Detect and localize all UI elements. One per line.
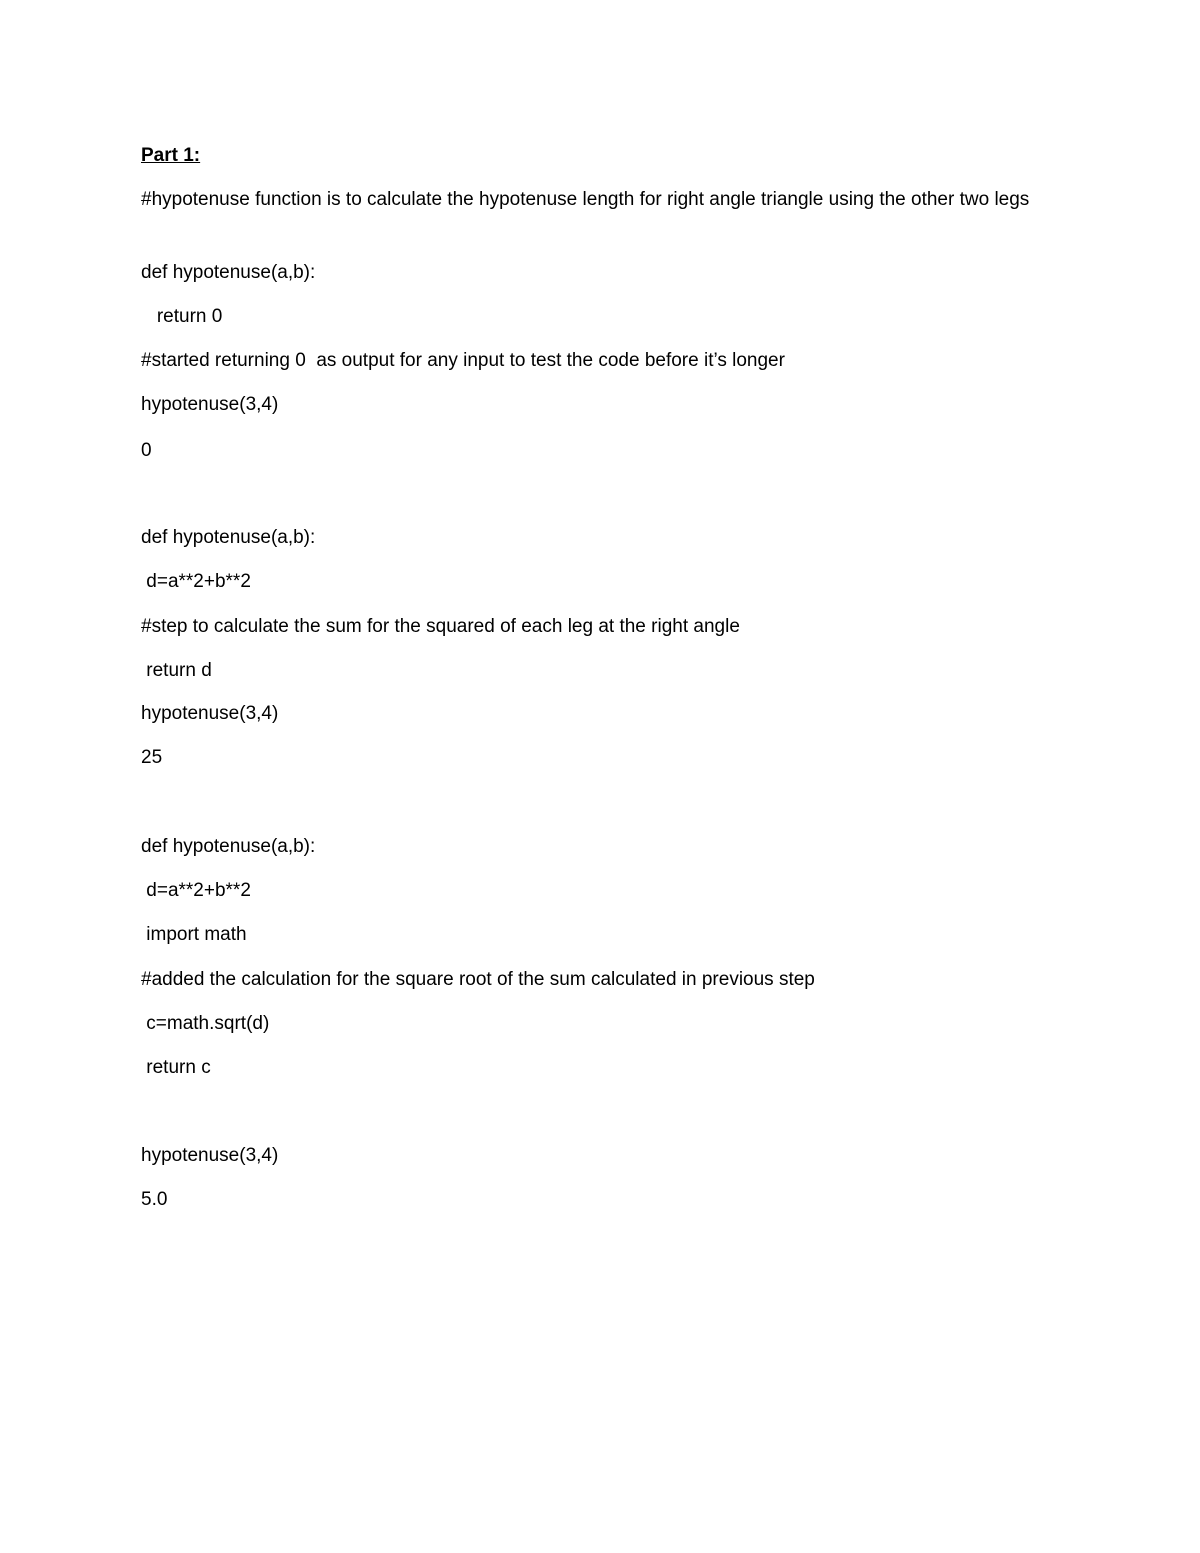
code-line: d=a**2+b**2 [141,571,251,592]
comment-line: #step to calculate the sum for the squared of each leg at the right angle [141,616,740,637]
code-line: c=math.sqrt(d) [141,1013,270,1034]
code-line: def hypotenuse(a,b): [141,836,316,857]
code-line: import math [141,924,247,945]
code-line: hypotenuse(3,4) [141,1145,279,1166]
code-line: return 0 [141,306,223,327]
code-line: def hypotenuse(a,b): [141,527,316,548]
code-line: d=a**2+b**2 [141,880,251,901]
output-line: 0 [141,440,152,461]
code-line: return c [141,1057,211,1078]
part-heading: Part 1: [141,145,201,166]
comment-line: #started returning 0 as output for any input to test the code before it’s longer [141,350,785,371]
comment-line: #added the calculation for the square root of the sum calculated in previous step [141,969,815,990]
code-line: return d [141,660,212,681]
code-line: hypotenuse(3,4) [141,703,279,724]
output-line: 25 [141,747,163,768]
output-line: 5.0 [141,1189,168,1210]
comment-line: #hypotenuse function is to calculate the hypotenuse length for right angle triangle using the other two legs [141,189,1030,210]
code-line: def hypotenuse(a,b): [141,262,316,283]
code-line: hypotenuse(3,4) [141,394,279,415]
